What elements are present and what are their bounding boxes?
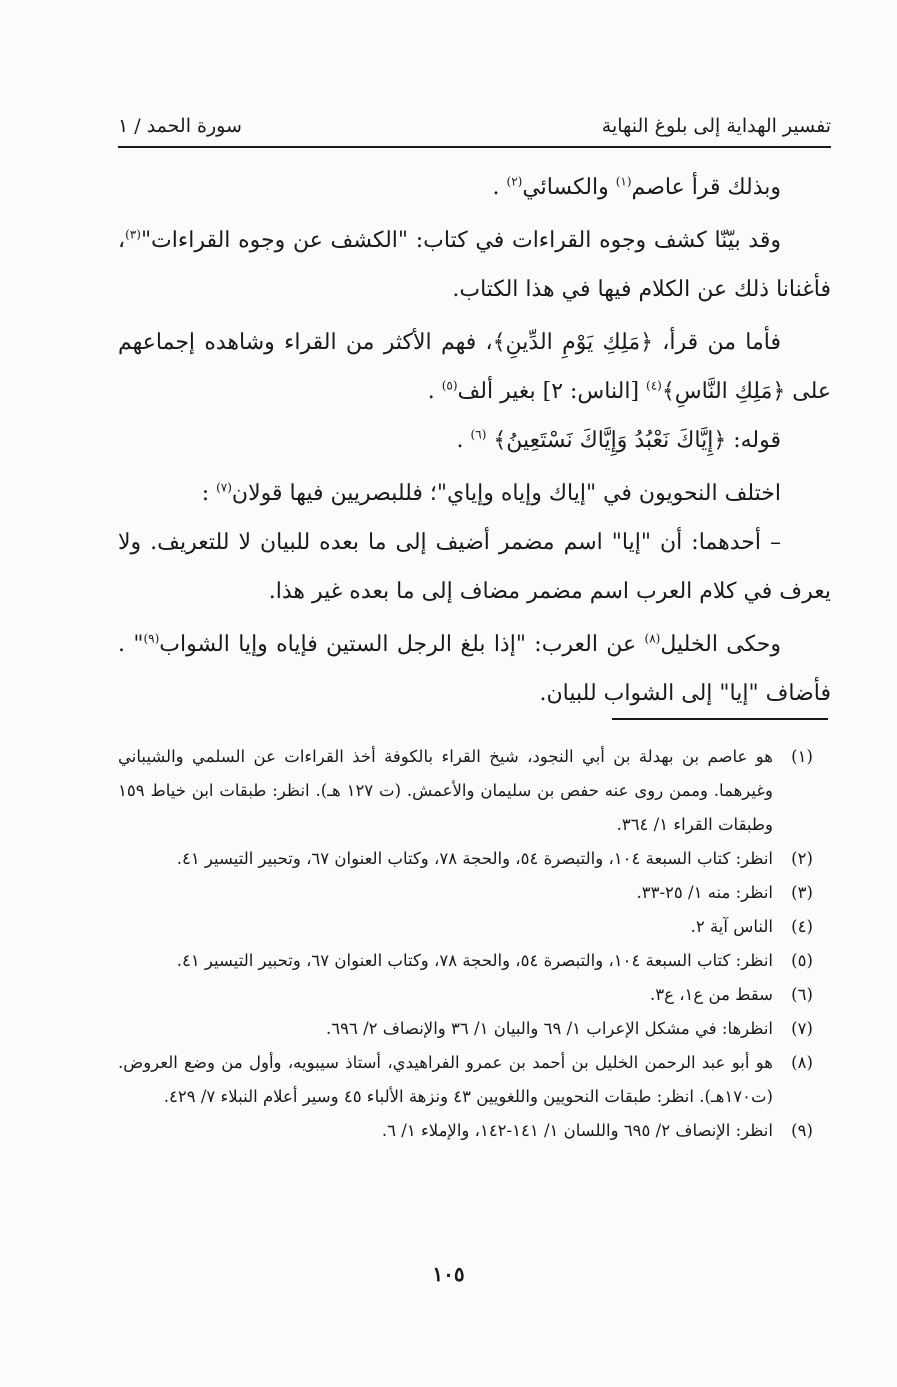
running-header xyxy=(118,106,831,148)
text-run: وقد بيّنّا كشف وجوه القراءات في كتاب: "الكشف عن وجوه القراءات" xyxy=(140,228,781,253)
text-run: وبذلك قرأ عاصم xyxy=(631,175,781,200)
text-run: . xyxy=(456,428,471,453)
text-run: : xyxy=(201,481,217,506)
text-run: [الناس: ٢] بغير ألف xyxy=(457,379,647,404)
footnote-number: (٩) xyxy=(791,1121,813,1140)
footnote-text: انظرها: في مشكل الإعراب ١/ ٦٩ والبيان ١/ ٣٦ والإنصاف ٢/ ٦٩٦. xyxy=(326,1019,773,1038)
footnote-ref[interactable]: (٣) xyxy=(125,227,141,242)
footnote-item xyxy=(118,1114,831,1148)
text-run: ، فأغنانا ذلك عن الكلام فيها في هذا الكتاب. xyxy=(118,228,831,302)
footnote-ref[interactable]: (٥) xyxy=(441,378,458,393)
paragraph-2 xyxy=(118,216,831,314)
paragraph-3 xyxy=(118,318,831,416)
footnote-ref[interactable]: (١) xyxy=(615,174,632,189)
paragraph-5 xyxy=(118,469,831,518)
footnote-item xyxy=(118,910,831,944)
footnote-ref[interactable]: (٢) xyxy=(506,174,523,189)
footnote-ref[interactable]: (٩) xyxy=(143,631,160,646)
paragraph-1 xyxy=(118,163,831,212)
text-run: وحكى الخليل xyxy=(660,632,781,657)
footnote-text: انظر: منه ١/ ٢٥-٣٣. xyxy=(636,883,773,902)
footnote-number: (٢) xyxy=(791,849,813,868)
footnote-number: (١) xyxy=(791,747,813,766)
book-title: تفسير الهداية إلى بلوغ النهاية xyxy=(601,115,831,137)
surah-label: سورة الحمد / ١ xyxy=(118,115,242,137)
text-run: والكسائي xyxy=(522,175,616,200)
text-run: – أحدهما: أن "إيا" اسم مضمر أضيف إلى ما بعده للبيان لا للتعريف. ولا يعرف في كلام العرب اسم مضمر مضاف إلى ما بعده غير هذا. xyxy=(118,530,831,604)
footnote-number: (٤) xyxy=(791,917,813,936)
footnote-text: هو أبو عبد الرحمن الخليل بن أحمد بن عمرو الفراهيدي، أستاذ سيبويه، وأول من وضع العروض. (ت١٧٠هـ). انظر: طبقات النحويين واللغويين ٤٣ ونزهة الألباء ٤٥ وسير أعلام النبلاء ٧/ ٤٢٩. xyxy=(118,1053,773,1106)
paragraph-7 xyxy=(118,620,831,718)
footnote-ref[interactable]: (٨) xyxy=(644,631,661,646)
footnote-number: (٣) xyxy=(791,883,813,902)
text-run: . xyxy=(427,379,442,404)
footnote-item xyxy=(118,1012,831,1046)
footnote-ref[interactable]: (٧) xyxy=(216,480,232,495)
footnote-item xyxy=(118,842,831,876)
footnote-text: الناس آية ٢. xyxy=(690,917,773,936)
footnote-text: انظر: كتاب السبعة ١٠٤، والتبصرة ٥٤، والحجة ٧٨، وكتاب العنوان ٦٧، وتحبير التيسير ٤١. xyxy=(176,849,773,868)
footnote-item xyxy=(118,876,831,910)
footnote-number: (٧) xyxy=(791,1019,813,1038)
main-text xyxy=(118,163,831,718)
page-number: ١٠٥ xyxy=(432,1262,465,1286)
text-run: قوله: ﴿إِيَّاكَ نَعْبُدُ وَإِيَّاكَ نَسْتَعِينُ﴾ xyxy=(486,428,781,453)
footnote-item xyxy=(118,1046,831,1114)
footnote-text: انظر: كتاب السبعة ١٠٤، والتبصرة ٥٤، والحجة ٧٨، وكتاب العنوان ٦٧، وتحبير التيسير ٤١. xyxy=(176,951,773,970)
text-run: عن العرب: "إذا بلغ الرجل الستين فإياه وإيا الشواب xyxy=(159,632,645,657)
footnotes xyxy=(118,740,831,1148)
footnote-item xyxy=(118,978,831,1012)
footnote-ref[interactable]: (٤) xyxy=(646,378,662,393)
footnote-item xyxy=(118,740,831,842)
footnote-text: هو عاصم بن بهدلة بن أبي النجود، شيخ القراء بالكوفة أخذ القراءات عن السلمي والشيباني وغيرهما. وممن روى عنه حفص بن سليمان والأعمش. (ت ١٢٧ هـ). انظر: طبقات ابن خياط ١٥٩ وطبقات القراء ١/ ٣٦٤. xyxy=(118,747,773,834)
text-run: " . فأضاف "إيا" إلى الشواب للبيان. xyxy=(118,632,831,706)
paragraph-4 xyxy=(118,416,831,465)
footnote-number: (٨) xyxy=(791,1053,813,1072)
footnote-separator xyxy=(612,718,828,720)
footnote-number: (٥) xyxy=(791,951,813,970)
paragraph-6 xyxy=(118,518,831,616)
footnote-item xyxy=(118,944,831,978)
text-run: فأما من قرأ، ﴿مَلِكِ يَوْمِ الدِّينِ﴾، فهم الأكثر من القراء وشاهده إجماعهم على ﴿مَلِكِ النَّاسِ﴾ xyxy=(118,330,831,404)
footnote-ref[interactable]: (٦) xyxy=(470,427,487,442)
footnote-text: سقط من ع١، ع٣. xyxy=(650,985,773,1004)
text-run: . xyxy=(492,175,507,200)
text-run: اختلف النحويون في "إياك وإياه وإياي"؛ فللبصريين فيها قولان xyxy=(231,481,781,506)
footnote-number: (٦) xyxy=(791,985,813,1004)
footnote-text: انظر: الإنصاف ٢/ ٦٩٥ واللسان ١/ ١٤١-١٤٢، والإملاء ١/ ٦. xyxy=(381,1121,773,1140)
